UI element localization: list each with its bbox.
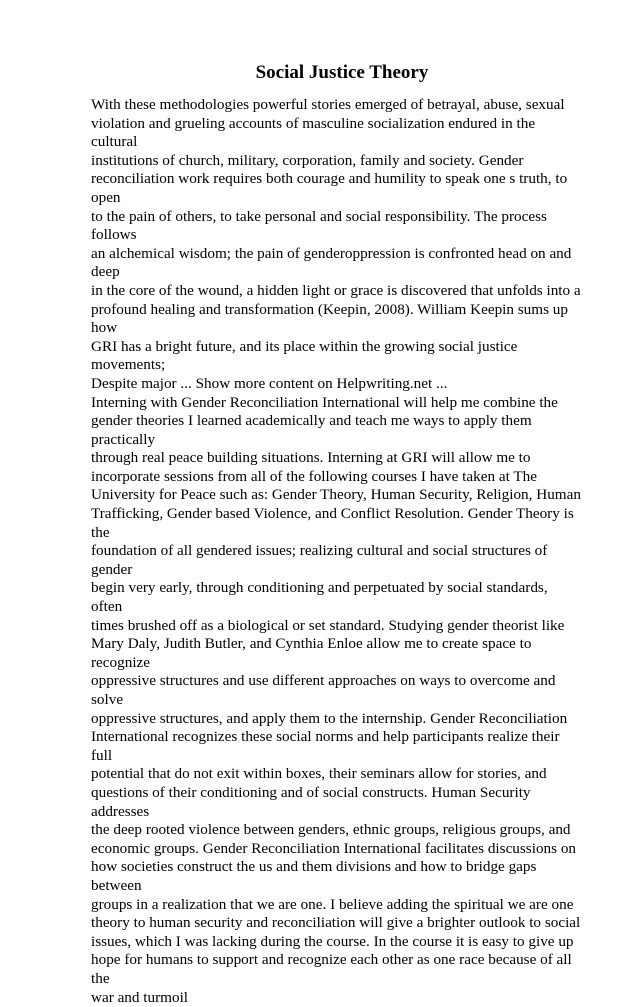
document-title: Social Justice Theory bbox=[0, 61, 638, 85]
paragraph-1: With these methodologies powerful stories emerged of betrayal, abuse, sexual violation and grueling accounts of masculine socialization endured in the cultural institutions of church, military, corporation, family and society. Gender reconciliation work requires both courage and humility to speak one s truth, to open to the pain of others, to take personal and social responsibility. The process follows an alchemical wisdom; the pain of genderoppression is confronted head on and deep in the core of the wound, a hidden light or grace is discovered that unfolds into a profound healing and transformation (Keepin, 2008). William Keepin sums up how GRI has a bright future, and its place within the growing social justice movements; Despite major ... Show more content on Helpwriting.net ... bbox=[91, 96, 581, 394]
paragraph-2: Interning with Gender Reconciliation International will help me combine the gender theories I learned academically and teach me ways to apply them practically through real peace building situations. Interning at GRI will allow me to incorporate sessions from all of the following courses I have taken at The University for Peace such as: Gender Theory, Human Security, Religion, Human Trafficking, Gender based Violence, and Conflict Resolution. Gender Theory is the foundation of all gendered issues; realizing cultural and social structures of gender begin very early, through conditioning and perpetuated by social standards, often times brushed off as a biological or set standard. Studying gender theorist like Mary Daly, Judith Butler, and Cynthia Enloe allow me to create space to recognize oppressive structures and use different approaches on ways to overcome and solve oppressive structures, and apply them to the internship. Gender Reconciliation International recognizes these social norms and help participants realize their full potential that do not exit within boxes, their seminars allow for stories, and questions of their conditioning and of social constructs. Human Security addresses the deep rooted violence between genders, ethnic groups, religious groups, and economic groups. Gender Reconciliation International facilitates discussions on how societies construct the us and them divisions and how to bridge gaps between groups in a realization that we are one. I believe adding the spiritual we are one theory to human security and reconciliation will give a brighter outlook to social issues, which I was lacking during the course. In the course it is easy to give up hope for humans to support and recognize each other as one race because of all the war and turmoil bbox=[91, 394, 581, 1007]
document-body bbox=[91, 96, 581, 1007]
